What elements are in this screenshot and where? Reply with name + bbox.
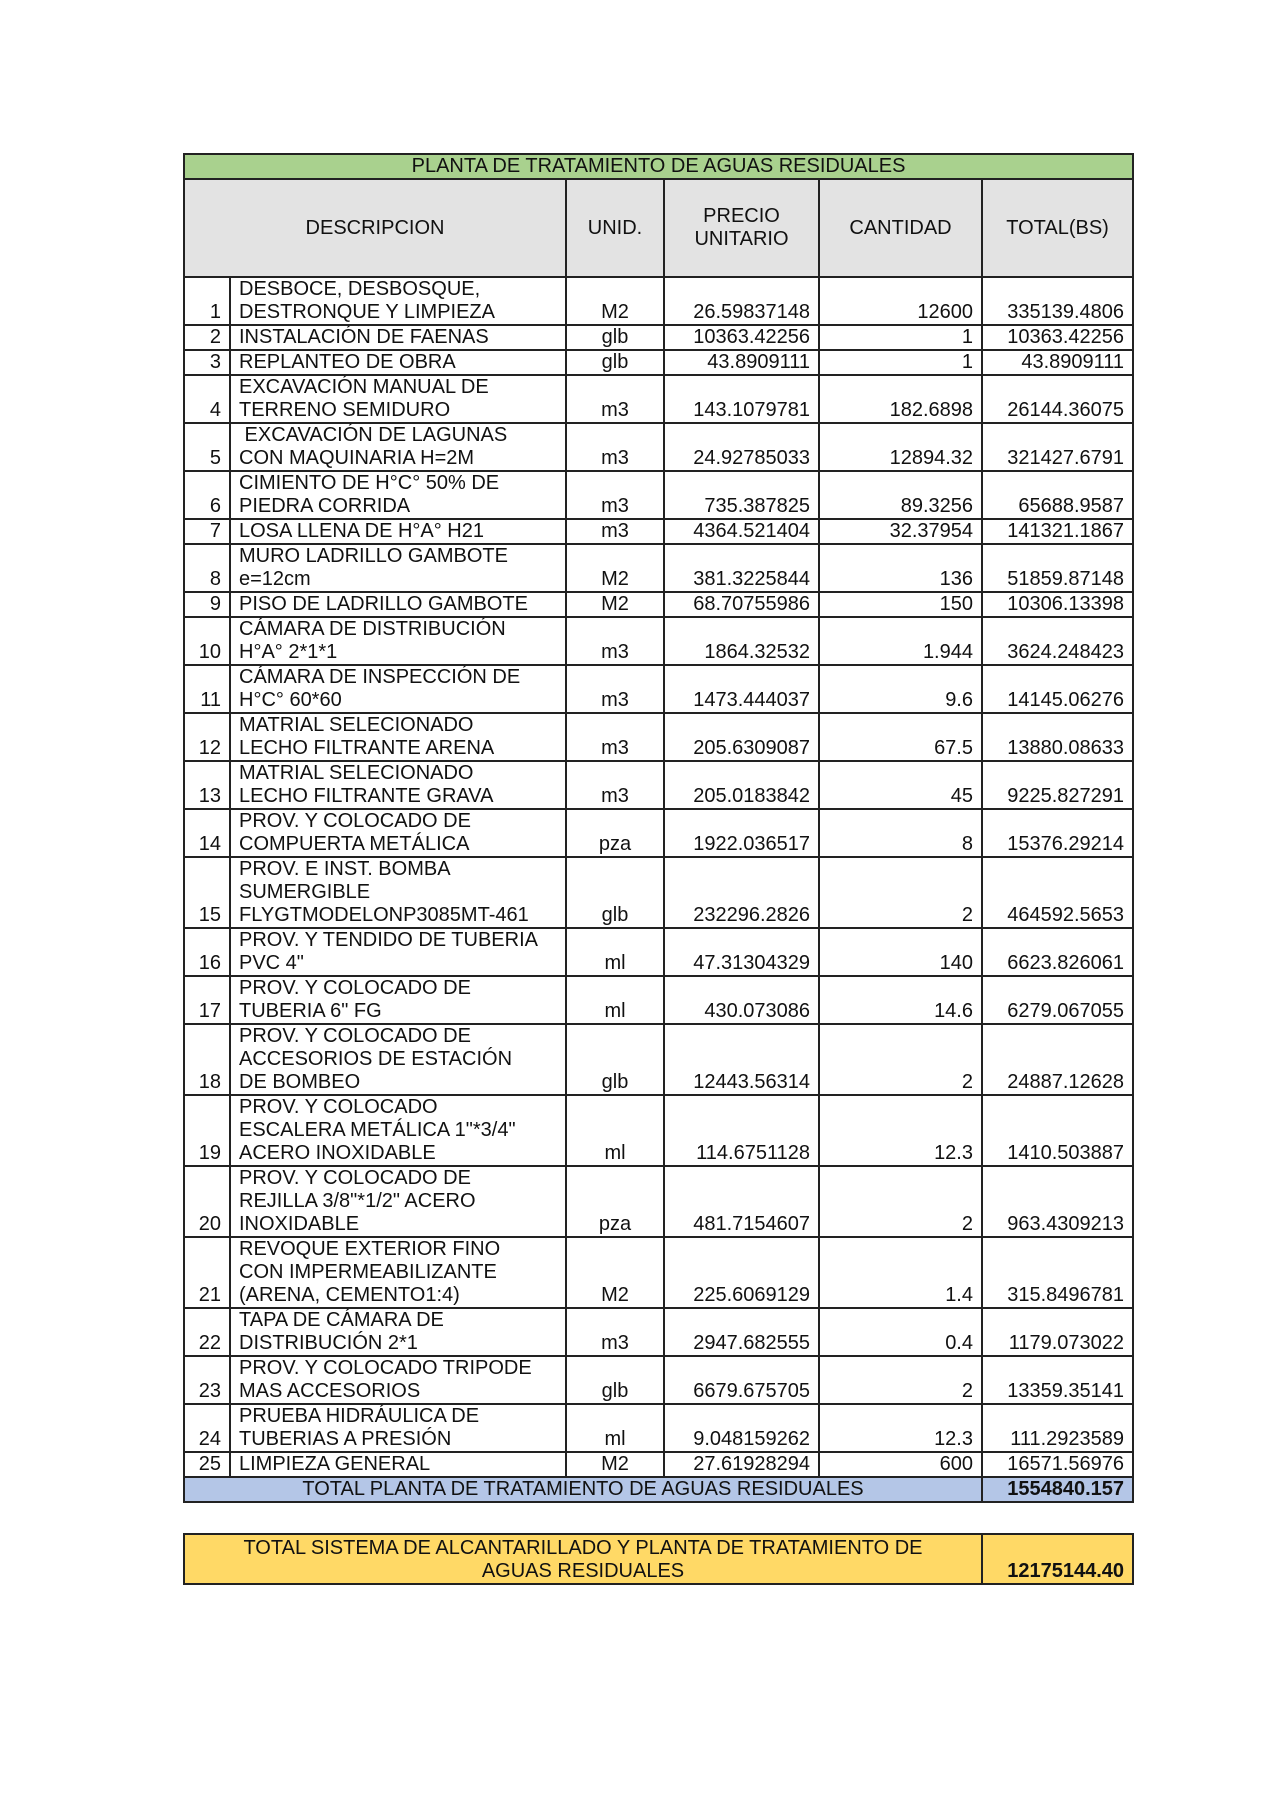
table-row <box>184 544 1133 592</box>
item-quantity: 2 <box>819 1356 982 1404</box>
table-row <box>184 1095 1133 1166</box>
table-row <box>184 1404 1133 1452</box>
grand-total-label-line1: TOTAL SISTEMA DE ALCANTARILLADO Y PLANTA DE TRATAMIENTO DE <box>243 1537 923 1559</box>
grand-total-row <box>184 1534 1133 1584</box>
item-description-line: PROV. Y COLOCADO <box>239 1096 438 1118</box>
item-unit: m3 <box>566 471 664 519</box>
item-unit: pza <box>566 1166 664 1237</box>
item-number: 19 <box>184 1095 230 1166</box>
item-unit-price: 114.6751128 <box>664 1095 819 1166</box>
item-description <box>230 665 566 713</box>
total-planta-row <box>184 1477 1133 1502</box>
item-quantity: 67.5 <box>819 713 982 761</box>
item-description-line: LECHO FILTRANTE ARENA <box>239 737 495 759</box>
item-unit-price: 43.8909111 <box>664 350 819 375</box>
grand-total-table <box>183 1533 1134 1585</box>
item-description <box>230 519 566 544</box>
item-unit-price: 481.7154607 <box>664 1166 819 1237</box>
item-description-line: CIMIENTO DE H°C° 50% DE <box>239 472 500 494</box>
item-description-line: LECHO FILTRANTE GRAVA <box>239 785 494 807</box>
item-quantity: 0.4 <box>819 1308 982 1356</box>
item-unit-price: 6679.675705 <box>664 1356 819 1404</box>
item-number: 8 <box>184 544 230 592</box>
item-total: 321427.6791 <box>982 423 1133 471</box>
item-description-line: MAS ACCESORIOS <box>239 1380 421 1402</box>
item-number: 18 <box>184 1024 230 1095</box>
header-unidad: UNID. <box>566 179 664 277</box>
item-unit-price: 430.073086 <box>664 976 819 1024</box>
table-row <box>184 1356 1133 1404</box>
item-unit: m3 <box>566 617 664 665</box>
table-row <box>184 592 1133 617</box>
item-description <box>230 1166 566 1237</box>
item-number: 13 <box>184 761 230 809</box>
item-quantity: 12.3 <box>819 1404 982 1452</box>
item-unit: m3 <box>566 761 664 809</box>
table-row <box>184 350 1133 375</box>
item-total: 464592.5653 <box>982 857 1133 928</box>
item-unit-price: 10363.42256 <box>664 325 819 350</box>
item-unit-price: 2947.682555 <box>664 1308 819 1356</box>
item-unit-price: 27.61928294 <box>664 1452 819 1477</box>
item-total: 10306.13398 <box>982 592 1133 617</box>
item-number: 25 <box>184 1452 230 1477</box>
item-description-line: PIEDRA CORRIDA <box>239 495 411 517</box>
item-description <box>230 1356 566 1404</box>
item-description-line: DESTRONQUE Y LIMPIEZA <box>239 301 495 323</box>
item-unit: M2 <box>566 1452 664 1477</box>
item-description-line: CÁMARA DE INSPECCIÓN DE <box>239 666 521 688</box>
item-number: 11 <box>184 665 230 713</box>
item-unit: m3 <box>566 519 664 544</box>
item-quantity: 2 <box>819 1024 982 1095</box>
item-quantity: 9.6 <box>819 665 982 713</box>
item-unit: m3 <box>566 375 664 423</box>
item-quantity: 1.944 <box>819 617 982 665</box>
item-number: 16 <box>184 928 230 976</box>
table-row <box>184 976 1133 1024</box>
item-quantity: 8 <box>819 809 982 857</box>
item-description-line: PROV. Y COLOCADO DE <box>239 1025 471 1047</box>
header-row <box>184 179 1133 277</box>
table-title: PLANTA DE TRATAMIENTO DE AGUAS RESIDUALES <box>184 154 1133 179</box>
item-quantity: 182.6898 <box>819 375 982 423</box>
item-description <box>230 1237 566 1308</box>
item-unit: ml <box>566 1404 664 1452</box>
header-descripcion: DESCRIPCION <box>184 179 566 277</box>
item-total: 26144.36075 <box>982 375 1133 423</box>
table-row <box>184 809 1133 857</box>
item-description <box>230 592 566 617</box>
item-unit: ml <box>566 1095 664 1166</box>
item-quantity: 150 <box>819 592 982 617</box>
item-description-line: CON IMPERMEABILIZANTE <box>239 1261 497 1283</box>
item-quantity: 12.3 <box>819 1095 982 1166</box>
grand-total-label <box>184 1534 982 1584</box>
total-planta-label: TOTAL PLANTA DE TRATAMIENTO DE AGUAS RESIDUALES <box>184 1477 982 1502</box>
table-row <box>184 713 1133 761</box>
item-description-line: ESCALERA METÁLICA 1"*3/4" <box>239 1119 516 1141</box>
item-description-line: DISTRIBUCIÓN 2*1 <box>239 1332 418 1354</box>
item-total: 9225.827291 <box>982 761 1133 809</box>
total-planta-value: 1554840.157 <box>982 1477 1133 1502</box>
item-number: 23 <box>184 1356 230 1404</box>
item-description <box>230 375 566 423</box>
item-number: 9 <box>184 592 230 617</box>
item-description-line: CON MAQUINARIA H=2M <box>239 447 475 469</box>
item-description-line: PISO DE LADRILLO GAMBOTE <box>239 593 528 615</box>
item-description-line: TUBERIAS A PRESIÓN <box>239 1428 452 1450</box>
item-unit: pza <box>566 809 664 857</box>
item-quantity: 1.4 <box>819 1237 982 1308</box>
table-row <box>184 1237 1133 1308</box>
item-description-line: PROV. Y COLOCADO DE <box>239 1167 471 1189</box>
item-description-line: PROV. E INST. BOMBA <box>239 858 451 880</box>
table-row <box>184 325 1133 350</box>
table-row <box>184 1024 1133 1095</box>
item-number: 14 <box>184 809 230 857</box>
item-description-line: PROV. Y COLOCADO DE <box>239 977 471 999</box>
item-unit: glb <box>566 1024 664 1095</box>
item-unit: m3 <box>566 665 664 713</box>
item-unit: M2 <box>566 277 664 325</box>
item-total: 315.8496781 <box>982 1237 1133 1308</box>
item-description <box>230 1095 566 1166</box>
item-total: 963.4309213 <box>982 1166 1133 1237</box>
item-unit: ml <box>566 976 664 1024</box>
item-number: 5 <box>184 423 230 471</box>
item-total: 51859.87148 <box>982 544 1133 592</box>
item-unit-price: 9.048159262 <box>664 1404 819 1452</box>
item-description-line: H°C° 60*60 <box>239 689 342 711</box>
item-description-line: TAPA DE CÁMARA DE <box>239 1309 444 1331</box>
item-description <box>230 1024 566 1095</box>
item-description <box>230 761 566 809</box>
item-description-line: FLYGTMODELONP3085MT-461 <box>239 904 529 926</box>
item-unit-price: 143.1079781 <box>664 375 819 423</box>
item-description-line: MATRIAL SELECIONADO <box>239 762 474 784</box>
table-row <box>184 665 1133 713</box>
item-description-line: PROV. Y COLOCADO DE <box>239 810 471 832</box>
item-description-line: e=12cm <box>239 568 311 590</box>
table-row <box>184 1308 1133 1356</box>
item-number: 2 <box>184 325 230 350</box>
grand-total-label-line2: AGUAS RESIDUALES <box>481 1560 685 1582</box>
header-precio-line1: PRECIO <box>703 205 780 227</box>
item-unit: glb <box>566 857 664 928</box>
item-unit-price: 68.70755986 <box>664 592 819 617</box>
item-description <box>230 471 566 519</box>
item-description-line: PRUEBA HIDRÁULICA DE <box>239 1405 480 1427</box>
header-cantidad: CANTIDAD <box>819 179 982 277</box>
item-description-line: H°A° 2*1*1 <box>239 641 338 663</box>
item-quantity: 140 <box>819 928 982 976</box>
grand-total-value: 12175144.40 <box>982 1534 1133 1584</box>
item-description <box>230 928 566 976</box>
item-description-line: ACERO INOXIDABLE <box>239 1142 436 1164</box>
item-unit-price: 4364.521404 <box>664 519 819 544</box>
item-total: 14145.06276 <box>982 665 1133 713</box>
item-unit-price: 735.387825 <box>664 471 819 519</box>
item-number: 4 <box>184 375 230 423</box>
item-number: 22 <box>184 1308 230 1356</box>
item-description-line: SUMERGIBLE <box>239 881 371 903</box>
item-unit: glb <box>566 325 664 350</box>
item-description-line: LOSA LLENA DE H°A° H21 <box>239 520 484 542</box>
item-description <box>230 857 566 928</box>
item-description <box>230 1308 566 1356</box>
item-description <box>230 617 566 665</box>
item-quantity: 2 <box>819 857 982 928</box>
budget-table <box>183 153 1134 1503</box>
table-row <box>184 857 1133 928</box>
item-quantity: 600 <box>819 1452 982 1477</box>
item-description-line: PROV. Y TENDIDO DE TUBERIA <box>239 929 538 951</box>
item-number: 12 <box>184 713 230 761</box>
item-description <box>230 1452 566 1477</box>
item-unit: glb <box>566 1356 664 1404</box>
item-description-line: ACCESORIOS DE ESTACIÓN <box>239 1048 513 1070</box>
table-row <box>184 617 1133 665</box>
item-total: 1179.073022 <box>982 1308 1133 1356</box>
item-unit: m3 <box>566 713 664 761</box>
item-description-line: CÁMARA DE DISTRIBUCIÓN <box>239 618 506 640</box>
item-unit-price: 24.92785033 <box>664 423 819 471</box>
item-description <box>230 350 566 375</box>
item-quantity: 89.3256 <box>819 471 982 519</box>
table-row <box>184 761 1133 809</box>
item-unit-price: 381.3225844 <box>664 544 819 592</box>
item-description <box>230 976 566 1024</box>
item-description-line: LIMPIEZA GENERAL <box>239 1453 431 1475</box>
item-description-line: COMPUERTA METÁLICA <box>239 833 470 855</box>
table-row <box>184 423 1133 471</box>
item-quantity: 32.37954 <box>819 519 982 544</box>
table-row <box>184 1452 1133 1477</box>
item-total: 1410.503887 <box>982 1095 1133 1166</box>
item-unit: glb <box>566 350 664 375</box>
item-unit-price: 1922.036517 <box>664 809 819 857</box>
item-total: 43.8909111 <box>982 350 1133 375</box>
item-description <box>230 277 566 325</box>
item-description-line: REVOQUE EXTERIOR FINO <box>239 1238 501 1260</box>
item-total: 65688.9587 <box>982 471 1133 519</box>
item-number: 20 <box>184 1166 230 1237</box>
item-total: 10363.42256 <box>982 325 1133 350</box>
item-description-line: PVC 4" <box>239 952 304 974</box>
item-description-line: EXCAVACIÓN MANUAL DE <box>239 376 489 398</box>
item-description-line: TUBERIA 6" FG <box>239 1000 382 1022</box>
item-description-line: (ARENA, CEMENTO1:4) <box>239 1284 460 1306</box>
header-precio-unitario <box>664 179 819 277</box>
item-total: 6279.067055 <box>982 976 1133 1024</box>
table-row <box>184 471 1133 519</box>
item-quantity: 12894.32 <box>819 423 982 471</box>
item-number: 15 <box>184 857 230 928</box>
item-description <box>230 544 566 592</box>
item-description-line: DE BOMBEO <box>239 1071 361 1093</box>
item-description-line: REPLANTEO DE OBRA <box>239 351 456 373</box>
item-description <box>230 809 566 857</box>
item-number: 7 <box>184 519 230 544</box>
item-total: 13880.08633 <box>982 713 1133 761</box>
item-quantity: 14.6 <box>819 976 982 1024</box>
item-unit: ml <box>566 928 664 976</box>
table-row <box>184 519 1133 544</box>
item-unit-price: 26.59837148 <box>664 277 819 325</box>
item-unit: m3 <box>566 1308 664 1356</box>
table-row <box>184 375 1133 423</box>
item-number: 6 <box>184 471 230 519</box>
item-description <box>230 713 566 761</box>
item-unit-price: 1864.32532 <box>664 617 819 665</box>
item-quantity: 1 <box>819 350 982 375</box>
item-unit-price: 12443.56314 <box>664 1024 819 1095</box>
header-total: TOTAL(BS) <box>982 179 1133 277</box>
item-number: 3 <box>184 350 230 375</box>
item-quantity: 136 <box>819 544 982 592</box>
item-total: 24887.12628 <box>982 1024 1133 1095</box>
item-quantity: 1 <box>819 325 982 350</box>
item-unit-price: 205.6309087 <box>664 713 819 761</box>
item-description-line: INOXIDABLE <box>239 1213 360 1235</box>
item-quantity: 2 <box>819 1166 982 1237</box>
item-unit: M2 <box>566 544 664 592</box>
item-unit-price: 1473.444037 <box>664 665 819 713</box>
item-number: 10 <box>184 617 230 665</box>
item-description-line: REJILLA 3/8"*1/2" ACERO <box>239 1190 476 1212</box>
item-total: 111.2923589 <box>982 1404 1133 1452</box>
item-unit-price: 232296.2826 <box>664 857 819 928</box>
header-precio-line2: UNITARIO <box>694 228 789 250</box>
item-description-line: INSTALACIÓN DE FAENAS <box>239 326 489 348</box>
item-total: 141321.1867 <box>982 519 1133 544</box>
item-unit: M2 <box>566 592 664 617</box>
item-total: 15376.29214 <box>982 809 1133 857</box>
item-unit-price: 47.31304329 <box>664 928 819 976</box>
item-total: 335139.4806 <box>982 277 1133 325</box>
item-number: 21 <box>184 1237 230 1308</box>
item-description <box>230 1404 566 1452</box>
item-description-line: PROV. Y COLOCADO TRIPODE <box>239 1357 532 1379</box>
item-number: 24 <box>184 1404 230 1452</box>
table-row <box>184 1166 1133 1237</box>
item-description-line: MURO LADRILLO GAMBOTE <box>239 545 508 567</box>
item-quantity: 12600 <box>819 277 982 325</box>
item-unit: m3 <box>566 423 664 471</box>
item-unit-price: 205.0183842 <box>664 761 819 809</box>
item-number: 1 <box>184 277 230 325</box>
item-description <box>230 325 566 350</box>
item-total: 3624.248423 <box>982 617 1133 665</box>
item-description-line: TERRENO SEMIDURO <box>239 399 451 421</box>
item-unit-price: 225.6069129 <box>664 1237 819 1308</box>
item-number: 17 <box>184 976 230 1024</box>
item-total: 13359.35141 <box>982 1356 1133 1404</box>
table-row <box>184 928 1133 976</box>
item-description-line: EXCAVACIÓN DE LAGUNAS <box>239 424 508 446</box>
table-row <box>184 277 1133 325</box>
item-total: 16571.56976 <box>982 1452 1133 1477</box>
item-unit: M2 <box>566 1237 664 1308</box>
item-total: 6623.826061 <box>982 928 1133 976</box>
item-description <box>230 423 566 471</box>
item-quantity: 45 <box>819 761 982 809</box>
item-description-line: MATRIAL SELECIONADO <box>239 714 474 736</box>
item-description-line: DESBOCE, DESBOSQUE, <box>239 278 481 300</box>
